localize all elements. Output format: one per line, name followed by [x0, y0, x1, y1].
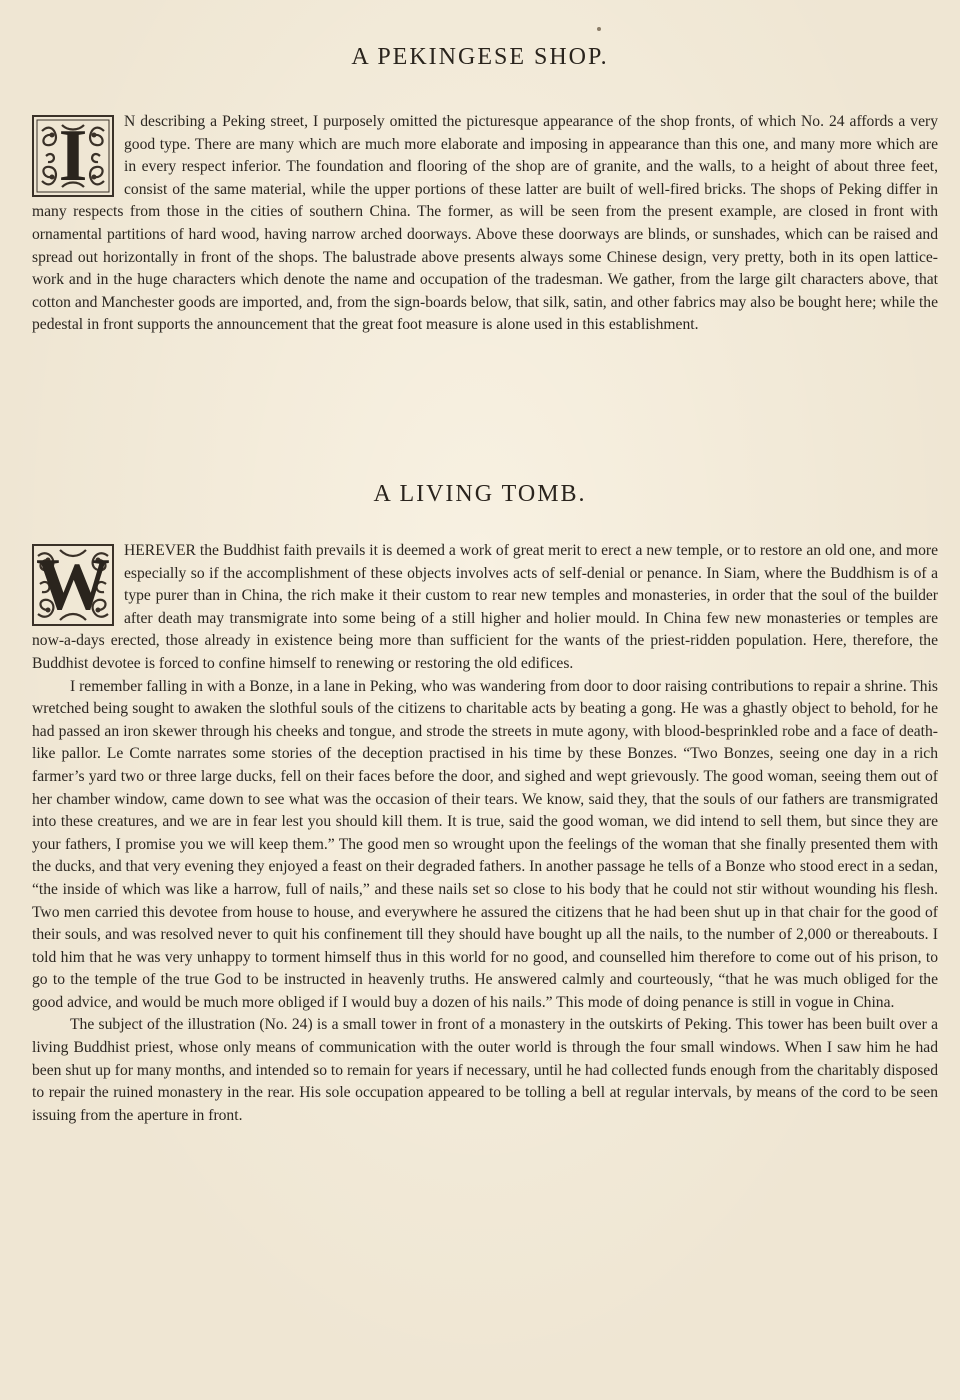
paragraph: I remember falling in with a Bonze, in a lane in Peking, who was wandering from door to door raising contributions to repair a shrine. This wretched being sought to awaken the slothful souls of the citizens to charitable acts by beating a gong. He was a ghastly object to behold, for he had passed an iron skewer through his cheeks and tongue, and strode the streets in mute agony, with blood-besprinkled robe and a face of death-like pallor. Le Comte narrates some stories of the deception practised in his time by these Bonzes. “Two Bonzes, seeing one day in a rich farmer’s yard two or three large ducks, fell on their faces before the door, and sighed and wept grievously. The good woman, seeing them out of her chamber window, came down to see what was the occasion of their tears. We know, said they, that the souls of our fathers are transmigrated into these creatures, and we are in fear lest you should kill them. It is true, said the good woman, we did intend to sell them, but since they are your fathers, I promise you we will keep them.” The good men so wrought upon the feelings of the woman that she finally presented them with the ducks, and that very evening they enjoyed a feast on their degraded fathers. In another passage he tells of a Bonze who stood erect in a sedan, “the inside of which was like a harrow, full of nails,” and these nails set so close to his body that he could not stir without wounding his flesh. Two men carried this devotee from house to house, and everywhere he assured the citizens that he had been shut up in that chair for the good of their souls, and was resolved never to quit his confinement till they should have bought up all the nails, to the number of 2,000 or thereabouts. I told him that he was very unhappy to torment himself thus in this world for no good, and counselled him therefore to come out of his prison, to go to the temple of the true God to be instructed in heavenly truths. He answered calmly and courteously, “that he was much obliged for the good advice, and would be much more obliged if I would buy a dozen of his nails.” This mode of doing penance is still in vogue in China. — [32, 677, 938, 1011]
page-speck — [597, 27, 601, 31]
dropcap-letter: W — [36, 544, 110, 626]
paragraph: The subject of the illustration (No. 24) is a small tower in front of a monastery in the outskirts of Peking. This tower has been built over a living Buddhist priest, whose only means of communication with the outer world is through the four small windows. When I saw him he had been shut up for many months, and intended so to remain for years if necessary, until he had collected funds enough from the charitably disposed to repair the ruined monastery in the rear. His sole occupation appeared to be tolling a bell at regular intervals, by means of the cord to be seen issuing from the aperture in front. — [32, 1016, 938, 1124]
ornamental-dropcap-icon — [32, 544, 114, 626]
ornamental-dropcap-icon — [32, 115, 114, 197]
section-pekingese-shop — [32, 111, 938, 337]
lead-text: HEREVER — [124, 542, 196, 559]
section-title-living-tomb: A LIVING TOMB. — [373, 481, 587, 507]
dropcap-letter: I — [58, 115, 88, 197]
section-living-tomb — [32, 540, 938, 1127]
section-title-pekingese-shop: A PEKINGESE SHOP. — [351, 44, 609, 70]
paragraph — [32, 540, 938, 676]
paragraph-text: the Buddhist faith prevails it is deemed a work of great merit to erect a new temple, or to restore an old one, and more especially so if the accomplishment of these objects involves acts of self-denial or penance. In Siam, where the Buddhism is of a type purer than in China, the rich make it their custom to rear new temples and monasteries, in order that the soul of the builder after death may transmigrate into some being of a still higher and holier mould. In China few new monasteries or temples are now-a-days erected, those already in existence being more than sufficient for the wants of the priest-ridden population. Here, therefore, the Buddhist devotee is forced to confine himself to renewing or restoring the old edifices. — [32, 542, 938, 672]
paragraph — [32, 111, 938, 337]
paragraph-text: describing a Peking street, I purposely omitted the picturesque appearance of the shop fronts, of which No. 24 affords a very good type. There are many which are much more elaborate and imposing in appearance than this one, and many more which are in every respect inferior. The foundation and flooring of the shop are of granite, and the walls, to a height of about three feet, consist of the same material, while the upper portions of these latter are built of well-fired bricks. The shops of Peking differ in many respects from those in the cities of southern China. The former, as will be seen from the present example, are closed in front with ornamental partitions of hard wood, having narrow arched doorways. Above these doorways are blinds, or sunshades, which can be raised and spread out horizontally in front of the shops. The balustrade above presents always some Chinese design, very pretty, both in its open lattice-work and in the huge characters which denote the name and occupation of the tradesman. We gather, from the large gilt characters above, that cotton and Manchester goods are imported, and, from the sign-boards below, that silk, satin, and other fabrics may also be bought here; while the pedestal in front supports the announcement that the great foot measure is alone used in this establishment. — [32, 113, 938, 334]
lead-text: N — [124, 113, 136, 130]
